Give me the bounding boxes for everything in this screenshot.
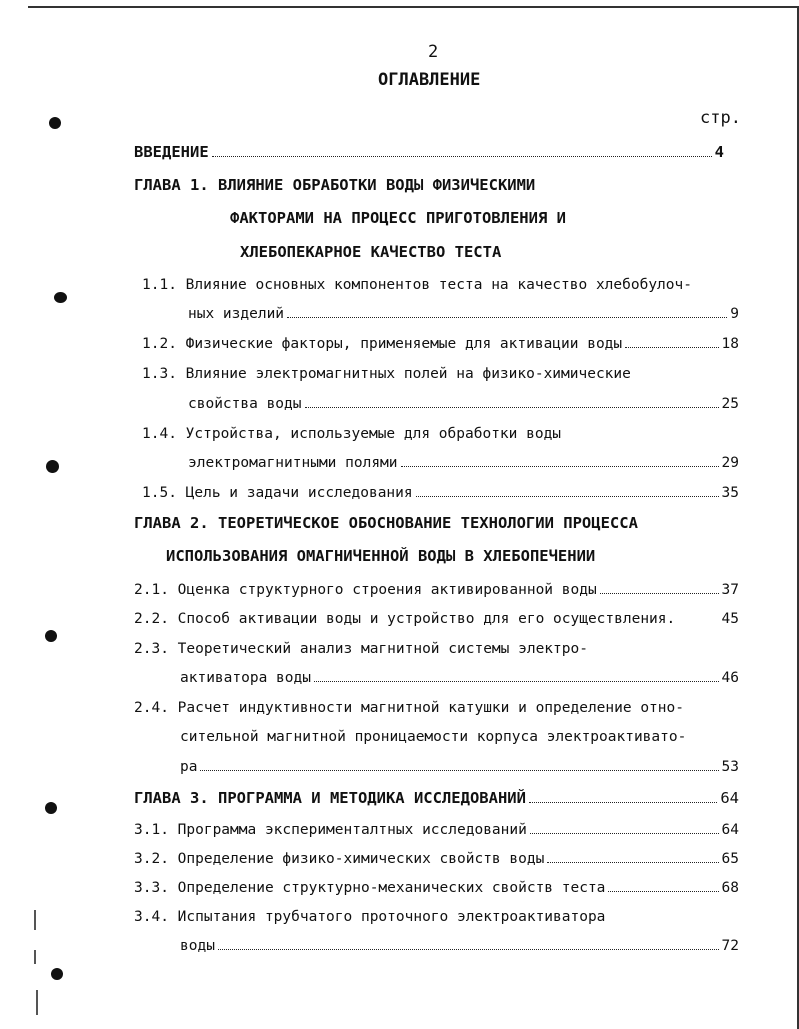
toc-entry-1-3-line-1: 1.3. Влияние электромагнитных полей на физико-химические: [142, 366, 631, 382]
dot-leader: [600, 593, 719, 594]
toc-entry-label: 3.3. Определение структурно-механических свойств теста: [134, 880, 606, 896]
page-frame-top: [28, 6, 798, 8]
toc-entry-2-4-line-1: 2.4. Расчет индуктивности магнитной катушки и определение отно-: [134, 700, 684, 716]
dot-leader: [314, 681, 719, 682]
dot-leader: [608, 891, 718, 892]
binder-hole-mark: [49, 117, 61, 129]
toc-entry-chapter-3: [134, 789, 739, 807]
chapter-3-heading: ГЛАВА 3. ПРОГРАММА И МЕТОДИКА ИССЛЕДОВАНИЙ: [134, 789, 526, 807]
dot-leader: [287, 317, 727, 318]
dot-leader: [305, 407, 719, 408]
dot-leader: [200, 770, 718, 771]
toc-entry-1-2: [142, 336, 739, 352]
toc-entry-label: ВВЕДЕНИЕ: [134, 143, 209, 161]
toc-entry-intro: [134, 143, 724, 161]
toc-entry-2-2: [134, 611, 739, 627]
binder-hole-mark: [51, 968, 63, 980]
dot-leader: [625, 347, 718, 348]
toc-entry-label: свойства воды: [188, 396, 302, 412]
toc-entry-page: 64: [721, 822, 739, 838]
toc-entry-page: 35: [721, 485, 739, 501]
toc-entry-2-4-line-2: сительной магнитной проницаемости корпуса электроактивато-: [180, 729, 687, 745]
toc-entry-1-3: [188, 396, 739, 412]
dot-leader: [416, 496, 719, 497]
page-column-label: стр.: [700, 108, 741, 128]
toc-entry-label: 1.5. Цель и задачи исследования: [142, 485, 413, 501]
scan-mark: [34, 950, 36, 964]
dot-leader: [529, 802, 717, 803]
toc-entry-1-4-line-1: 1.4. Устройства, используемые для обработки воды: [142, 426, 562, 442]
toc-entry-1-1-line-1: 1.1. Влияние основных компонентов теста на качество хлебобулоч-: [142, 277, 692, 293]
toc-entry-3-2: [134, 851, 739, 867]
toc-entry-1-1: [188, 306, 739, 322]
chapter-2-heading-line-1: ГЛАВА 2. ТЕОРЕТИЧЕСКОЕ ОБОСНОВАНИЕ ТЕХНОЛОГИИ ПРОЦЕССА: [134, 514, 638, 532]
toc-entry-2-3-line-1: 2.3. Теоретический анализ магнитной системы электро-: [134, 641, 588, 657]
toc-entry-label: ных изделий: [188, 306, 285, 322]
binder-hole-mark: [54, 292, 67, 303]
toc-entry-label: 3.2. Определение физико-химических свойств воды: [134, 851, 545, 867]
dot-leader: [401, 466, 719, 467]
binder-hole-mark: [46, 460, 59, 473]
scan-mark: [34, 910, 36, 930]
toc-entry-3-4-line-1: 3.4. Испытания трубчатого проточного электроактиватора: [134, 909, 606, 925]
toc-entry-label: ра: [180, 759, 198, 775]
toc-entry-page: 25: [721, 396, 739, 412]
toc-entry-page: 4: [714, 143, 724, 161]
toc-entry-3-3: [134, 880, 739, 896]
dot-leader: [530, 833, 719, 834]
toc-entry-label: воды: [180, 938, 215, 954]
chapter-1-heading-line-1: ГЛАВА 1. ВЛИЯНИЕ ОБРАБОТКИ ВОДЫ ФИЗИЧЕСКИМИ: [134, 176, 536, 194]
binder-hole-mark: [45, 630, 57, 642]
toc-entry-page: 64: [720, 789, 739, 807]
scan-mark: [36, 990, 38, 1015]
binder-hole-mark: [45, 802, 57, 814]
toc-entry-1-4: [188, 455, 739, 471]
toc-entry-page: 46: [721, 670, 739, 686]
toc-entry-3-4: [180, 938, 739, 954]
page-number: 2: [428, 42, 439, 62]
toc-entry-page: 68: [721, 880, 739, 896]
toc-entry-1-5: [142, 485, 739, 501]
toc-entry-page: 18: [721, 336, 739, 352]
toc-entry-label: электромагнитными полями: [188, 455, 398, 471]
toc-entry-label: 2.1. Оценка структурного строения активированной воды: [134, 582, 597, 598]
toc-entry-label: 2.2. Способ активации воды и устройство для его осуществления.: [134, 611, 676, 627]
toc-entry-page: 53: [721, 759, 739, 775]
toc-entry-2-4: [180, 759, 739, 775]
chapter-2-heading-line-2: ИСПОЛЬЗОВАНИЯ ОМАГНИЧЕННОЙ ВОДЫ В ХЛЕБОПЕЧЕНИИ: [166, 547, 596, 565]
chapter-1-heading-line-2: ФАКТОРАМИ НА ПРОЦЕСС ПРИГОТОВЛЕНИЯ И: [230, 209, 566, 227]
toc-entry-2-3: [180, 670, 739, 686]
dot-leader: [547, 862, 718, 863]
toc-entry-page: 9: [730, 306, 739, 322]
toc-entry-page: 72: [721, 938, 739, 954]
dot-leader: [218, 949, 719, 950]
toc-entry-page: 37: [721, 582, 739, 598]
toc-entry-3-1: [134, 822, 739, 838]
dot-leader: [212, 156, 712, 157]
toc-entry-page: 65: [721, 851, 739, 867]
toc-entry-label: 1.2. Физические факторы, применяемые для активации воды: [142, 336, 623, 352]
toc-entry-2-1: [134, 582, 739, 598]
toc-entry-page: 45: [721, 611, 739, 627]
toc-entry-label: 3.1. Программа экспериментaлтных исследований: [134, 822, 527, 838]
chapter-1-heading-line-3: ХЛЕБОПЕКАРНОЕ КАЧЕСТВО ТЕСТА: [240, 243, 502, 261]
toc-entry-page: 29: [721, 455, 739, 471]
toc-entry-label: активатора воды: [180, 670, 311, 686]
page-title: ОГЛАВЛЕНИЕ: [378, 70, 481, 90]
